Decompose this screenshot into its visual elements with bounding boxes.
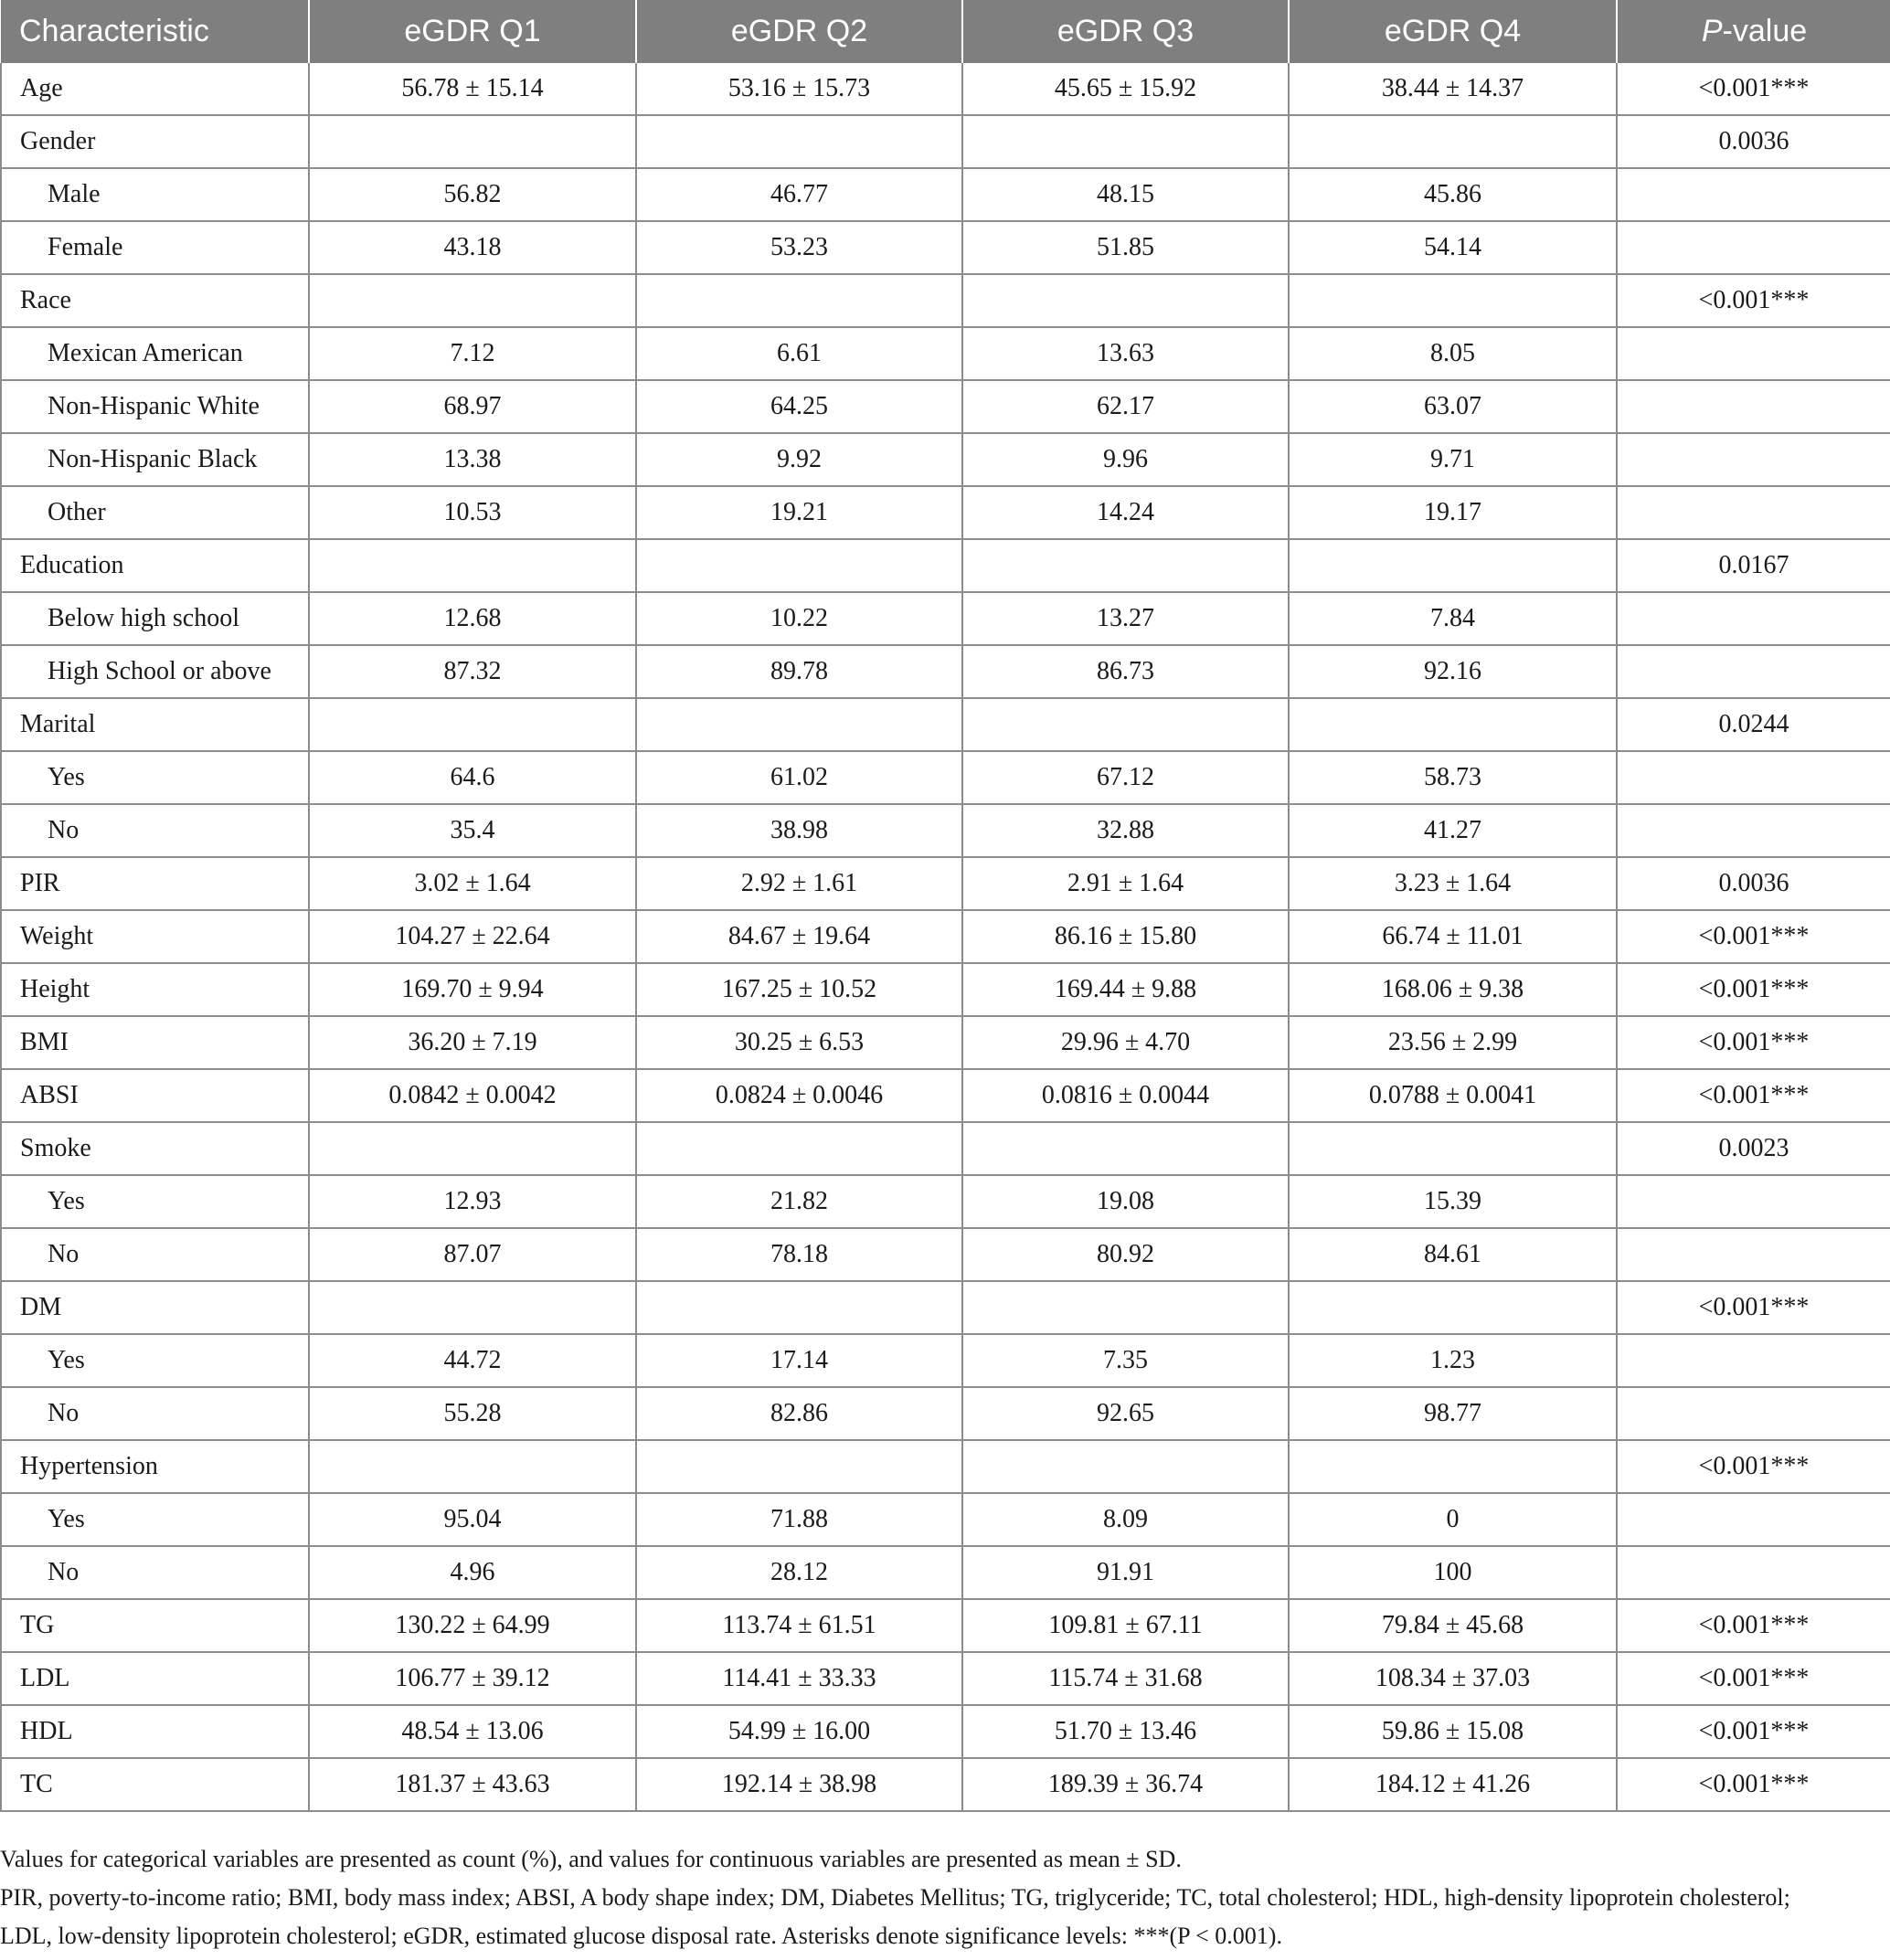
cell-egdr-q2: 167.25 ± 10.52 [636, 963, 962, 1016]
cell-egdr-q4: 19.17 [1289, 486, 1617, 539]
cell-egdr-q2 [636, 1281, 962, 1334]
cell-p-value [1617, 486, 1890, 539]
cell-egdr-q4: 0 [1289, 1493, 1617, 1546]
cell-egdr-q3 [962, 115, 1289, 168]
table-row [1, 1122, 1890, 1175]
header-egdr-q3: eGDR Q3 [962, 0, 1289, 63]
row-label: Smoke [1, 1122, 309, 1175]
cell-egdr-q3 [962, 1122, 1289, 1175]
cell-p-value [1617, 1546, 1890, 1599]
table-row [1, 910, 1890, 963]
row-label: DM [1, 1281, 309, 1334]
table-row [1, 1069, 1890, 1122]
row-label: Race [1, 274, 309, 327]
table-row [1, 1281, 1890, 1334]
table-row [1, 1175, 1890, 1228]
cell-p-value [1617, 1228, 1890, 1281]
cell-egdr-q2: 38.98 [636, 804, 962, 857]
cell-egdr-q1: 12.68 [309, 592, 636, 645]
cell-egdr-q4: 38.44 ± 14.37 [1289, 63, 1617, 115]
row-label: Female [1, 221, 309, 274]
header-p-value [1617, 0, 1890, 63]
row-label: TC [1, 1758, 309, 1811]
cell-egdr-q2: 53.23 [636, 221, 962, 274]
cell-egdr-q2: 6.61 [636, 327, 962, 380]
cell-egdr-q1 [309, 1281, 636, 1334]
row-label: Age [1, 63, 309, 115]
cell-egdr-q3: 86.73 [962, 645, 1289, 698]
row-label: PIR [1, 857, 309, 910]
table-row [1, 168, 1890, 221]
cell-egdr-q3: 45.65 ± 15.92 [962, 63, 1289, 115]
table-row [1, 1493, 1890, 1546]
cell-egdr-q4 [1289, 1281, 1617, 1334]
cell-egdr-q4: 58.73 [1289, 751, 1617, 804]
cell-egdr-q4 [1289, 274, 1617, 327]
cell-egdr-q2: 9.92 [636, 433, 962, 486]
row-label: Height [1, 963, 309, 1016]
table-row [1, 1387, 1890, 1440]
cell-egdr-q3: 29.96 ± 4.70 [962, 1016, 1289, 1069]
cell-egdr-q3: 0.0816 ± 0.0044 [962, 1069, 1289, 1122]
footnote-2: PIR, poverty-to-income ratio; BMI, body mass index; ABSI, A body shape index; DM, Diabetes Mellitus; TG, triglyceride; TC, total cholesterol; HDL, high-density lipoprotein cholesterol; [0, 1884, 1790, 1911]
cell-egdr-q1: 56.78 ± 15.14 [309, 63, 636, 115]
row-label: Marital [1, 698, 309, 751]
cell-egdr-q4: 41.27 [1289, 804, 1617, 857]
cell-egdr-q1 [309, 698, 636, 751]
cell-egdr-q1: 56.82 [309, 168, 636, 221]
cell-egdr-q1: 64.6 [309, 751, 636, 804]
row-label: TG [1, 1599, 309, 1652]
row-label: Yes [1, 751, 309, 804]
cell-egdr-q2: 89.78 [636, 645, 962, 698]
cell-egdr-q1: 55.28 [309, 1387, 636, 1440]
row-label: No [1, 1546, 309, 1599]
cell-egdr-q4: 23.56 ± 2.99 [1289, 1016, 1617, 1069]
cell-p-value [1617, 168, 1890, 221]
cell-p-value: 0.0167 [1617, 539, 1890, 592]
table-body [1, 63, 1890, 1811]
table-row [1, 963, 1890, 1016]
cell-egdr-q4: 59.86 ± 15.08 [1289, 1705, 1617, 1758]
cell-egdr-q2 [636, 1122, 962, 1175]
cell-egdr-q1: 130.22 ± 64.99 [309, 1599, 636, 1652]
cell-egdr-q3: 7.35 [962, 1334, 1289, 1387]
cell-p-value [1617, 751, 1890, 804]
cell-egdr-q3 [962, 698, 1289, 751]
cell-egdr-q3: 8.09 [962, 1493, 1289, 1546]
cell-egdr-q3 [962, 274, 1289, 327]
cell-egdr-q1: 169.70 ± 9.94 [309, 963, 636, 1016]
cell-egdr-q1 [309, 274, 636, 327]
cell-egdr-q4: 0.0788 ± 0.0041 [1289, 1069, 1617, 1122]
cell-egdr-q1: 104.27 ± 22.64 [309, 910, 636, 963]
row-label: ABSI [1, 1069, 309, 1122]
table-row [1, 1546, 1890, 1599]
cell-egdr-q4: 168.06 ± 9.38 [1289, 963, 1617, 1016]
cell-egdr-q1: 36.20 ± 7.19 [309, 1016, 636, 1069]
table-row [1, 539, 1890, 592]
row-label: No [1, 804, 309, 857]
cell-egdr-q1: 0.0842 ± 0.0042 [309, 1069, 636, 1122]
cell-p-value: <0.001*** [1617, 63, 1890, 115]
cell-egdr-q3: 92.65 [962, 1387, 1289, 1440]
row-label: High School or above [1, 645, 309, 698]
table-row [1, 1652, 1890, 1705]
header-egdr-q2: eGDR Q2 [636, 0, 962, 63]
cell-egdr-q3: 19.08 [962, 1175, 1289, 1228]
cell-egdr-q2: 0.0824 ± 0.0046 [636, 1069, 962, 1122]
cell-egdr-q3: 13.27 [962, 592, 1289, 645]
cell-p-value: <0.001*** [1617, 1440, 1890, 1493]
row-label: LDL [1, 1652, 309, 1705]
cell-egdr-q2: 114.41 ± 33.33 [636, 1652, 962, 1705]
cell-p-value: <0.001*** [1617, 1069, 1890, 1122]
cell-egdr-q2: 113.74 ± 61.51 [636, 1599, 962, 1652]
table-row [1, 1228, 1890, 1281]
cell-egdr-q4: 100 [1289, 1546, 1617, 1599]
table-row [1, 486, 1890, 539]
cell-p-value [1617, 327, 1890, 380]
cell-p-value: <0.001*** [1617, 1281, 1890, 1334]
row-label: Male [1, 168, 309, 221]
cell-egdr-q4: 54.14 [1289, 221, 1617, 274]
table-row [1, 274, 1890, 327]
table-row [1, 857, 1890, 910]
table-footnotes [0, 1840, 1890, 1955]
cell-p-value [1617, 433, 1890, 486]
cell-egdr-q1 [309, 115, 636, 168]
cell-p-value: <0.001*** [1617, 1016, 1890, 1069]
cell-p-value: 0.0036 [1617, 115, 1890, 168]
row-label: Non-Hispanic Black [1, 433, 309, 486]
cell-egdr-q2 [636, 1440, 962, 1493]
cell-egdr-q1 [309, 539, 636, 592]
cell-p-value: <0.001*** [1617, 274, 1890, 327]
cell-egdr-q4: 108.34 ± 37.03 [1289, 1652, 1617, 1705]
cell-egdr-q3: 62.17 [962, 380, 1289, 433]
cell-p-value [1617, 380, 1890, 433]
cell-egdr-q1: 87.32 [309, 645, 636, 698]
cell-egdr-q2: 54.99 ± 16.00 [636, 1705, 962, 1758]
footnote-3: LDL, low-density lipoprotein cholesterol; eGDR, estimated glucose disposal rate. Asterisks denote significance levels: ***(P < 0.001). [0, 1923, 1282, 1949]
row-label: Weight [1, 910, 309, 963]
cell-egdr-q4: 92.16 [1289, 645, 1617, 698]
table-row [1, 327, 1890, 380]
cell-p-value [1617, 1493, 1890, 1546]
cell-p-value [1617, 221, 1890, 274]
cell-egdr-q2: 2.92 ± 1.61 [636, 857, 962, 910]
table-row [1, 1440, 1890, 1493]
table-row [1, 751, 1890, 804]
cell-egdr-q3 [962, 1440, 1289, 1493]
cell-egdr-q4: 84.61 [1289, 1228, 1617, 1281]
cell-egdr-q2: 82.86 [636, 1387, 962, 1440]
table-header-row [1, 0, 1890, 63]
cell-egdr-q2: 192.14 ± 38.98 [636, 1758, 962, 1811]
row-label: Other [1, 486, 309, 539]
cell-p-value: 0.0036 [1617, 857, 1890, 910]
cell-egdr-q3: 169.44 ± 9.88 [962, 963, 1289, 1016]
table-row [1, 1016, 1890, 1069]
table-row [1, 804, 1890, 857]
cell-egdr-q4: 1.23 [1289, 1334, 1617, 1387]
cell-egdr-q2 [636, 274, 962, 327]
cell-egdr-q4: 7.84 [1289, 592, 1617, 645]
cell-egdr-q1: 68.97 [309, 380, 636, 433]
table-row [1, 1334, 1890, 1387]
cell-p-value: 0.0244 [1617, 698, 1890, 751]
cell-egdr-q1: 12.93 [309, 1175, 636, 1228]
table-row [1, 1705, 1890, 1758]
cell-p-value [1617, 1387, 1890, 1440]
cell-egdr-q1: 43.18 [309, 221, 636, 274]
cell-egdr-q4: 66.74 ± 11.01 [1289, 910, 1617, 963]
cell-egdr-q2: 64.25 [636, 380, 962, 433]
cell-egdr-q3: 51.70 ± 13.46 [962, 1705, 1289, 1758]
cell-egdr-q3: 67.12 [962, 751, 1289, 804]
cell-p-value [1617, 592, 1890, 645]
cell-p-value [1617, 1175, 1890, 1228]
cell-egdr-q2: 78.18 [636, 1228, 962, 1281]
cell-egdr-q2 [636, 539, 962, 592]
cell-egdr-q2: 21.82 [636, 1175, 962, 1228]
cell-egdr-q1: 181.37 ± 43.63 [309, 1758, 636, 1811]
cell-egdr-q1: 35.4 [309, 804, 636, 857]
cell-egdr-q4: 3.23 ± 1.64 [1289, 857, 1617, 910]
table-row [1, 115, 1890, 168]
cell-egdr-q2: 61.02 [636, 751, 962, 804]
cell-egdr-q3: 9.96 [962, 433, 1289, 486]
cell-egdr-q2 [636, 698, 962, 751]
cell-egdr-q4 [1289, 1440, 1617, 1493]
cell-egdr-q2 [636, 115, 962, 168]
row-label: Non-Hispanic White [1, 380, 309, 433]
cell-p-value: <0.001*** [1617, 1599, 1890, 1652]
cell-egdr-q3: 80.92 [962, 1228, 1289, 1281]
cell-p-value: <0.001*** [1617, 1705, 1890, 1758]
cell-egdr-q1: 87.07 [309, 1228, 636, 1281]
cell-egdr-q3: 48.15 [962, 168, 1289, 221]
row-label: BMI [1, 1016, 309, 1069]
cell-p-value: <0.001*** [1617, 1758, 1890, 1811]
row-label: Education [1, 539, 309, 592]
cell-egdr-q3: 32.88 [962, 804, 1289, 857]
row-label: Yes [1, 1334, 309, 1387]
cell-egdr-q2: 71.88 [636, 1493, 962, 1546]
cell-p-value [1617, 645, 1890, 698]
cell-egdr-q4 [1289, 1122, 1617, 1175]
row-label: Mexican American [1, 327, 309, 380]
row-label: Yes [1, 1175, 309, 1228]
cell-p-value: <0.001*** [1617, 963, 1890, 1016]
cell-egdr-q4: 184.12 ± 41.26 [1289, 1758, 1617, 1811]
cell-egdr-q3: 13.63 [962, 327, 1289, 380]
cell-egdr-q2: 28.12 [636, 1546, 962, 1599]
header-egdr-q4: eGDR Q4 [1289, 0, 1617, 63]
header-egdr-q1: eGDR Q1 [309, 0, 636, 63]
cell-egdr-q1 [309, 1122, 636, 1175]
table-row [1, 592, 1890, 645]
cell-egdr-q4: 45.86 [1289, 168, 1617, 221]
cell-egdr-q4: 9.71 [1289, 433, 1617, 486]
table-row [1, 221, 1890, 274]
table-row [1, 433, 1890, 486]
cell-egdr-q1: 3.02 ± 1.64 [309, 857, 636, 910]
cell-egdr-q4 [1289, 115, 1617, 168]
table-row [1, 380, 1890, 433]
cell-egdr-q2: 84.67 ± 19.64 [636, 910, 962, 963]
cell-egdr-q3: 86.16 ± 15.80 [962, 910, 1289, 963]
cell-egdr-q3 [962, 539, 1289, 592]
row-label: Below high school [1, 592, 309, 645]
cell-egdr-q1: 7.12 [309, 327, 636, 380]
table-row [1, 63, 1890, 115]
table-row [1, 698, 1890, 751]
cell-egdr-q3: 2.91 ± 1.64 [962, 857, 1289, 910]
table-row [1, 1599, 1890, 1652]
cell-egdr-q3: 115.74 ± 31.68 [962, 1652, 1289, 1705]
cell-egdr-q2: 10.22 [636, 592, 962, 645]
cell-egdr-q4: 98.77 [1289, 1387, 1617, 1440]
cell-egdr-q2: 46.77 [636, 168, 962, 221]
row-label: No [1, 1387, 309, 1440]
cell-egdr-q4 [1289, 539, 1617, 592]
cell-p-value [1617, 1334, 1890, 1387]
cell-egdr-q1: 13.38 [309, 433, 636, 486]
cell-egdr-q3: 14.24 [962, 486, 1289, 539]
cell-egdr-q3: 51.85 [962, 221, 1289, 274]
header-p-rest: -value [1722, 14, 1808, 48]
cell-egdr-q3: 189.39 ± 36.74 [962, 1758, 1289, 1811]
cell-egdr-q4: 8.05 [1289, 327, 1617, 380]
cell-p-value: 0.0023 [1617, 1122, 1890, 1175]
cell-egdr-q2: 19.21 [636, 486, 962, 539]
cell-egdr-q2: 17.14 [636, 1334, 962, 1387]
table-row [1, 1758, 1890, 1811]
cell-egdr-q3: 91.91 [962, 1546, 1289, 1599]
cell-egdr-q3 [962, 1281, 1289, 1334]
cell-egdr-q2: 30.25 ± 6.53 [636, 1016, 962, 1069]
row-label: HDL [1, 1705, 309, 1758]
row-label: Gender [1, 115, 309, 168]
cell-egdr-q4 [1289, 698, 1617, 751]
cell-egdr-q1: 95.04 [309, 1493, 636, 1546]
cell-egdr-q3: 109.81 ± 67.11 [962, 1599, 1289, 1652]
header-p-italic: P [1701, 14, 1723, 48]
row-label: Hypertension [1, 1440, 309, 1493]
cell-egdr-q1: 106.77 ± 39.12 [309, 1652, 636, 1705]
cell-p-value: <0.001*** [1617, 1652, 1890, 1705]
cell-egdr-q2: 53.16 ± 15.73 [636, 63, 962, 115]
cell-egdr-q4: 63.07 [1289, 380, 1617, 433]
row-label: No [1, 1228, 309, 1281]
cell-egdr-q1 [309, 1440, 636, 1493]
table-row [1, 645, 1890, 698]
cell-egdr-q1: 48.54 ± 13.06 [309, 1705, 636, 1758]
cell-egdr-q1: 44.72 [309, 1334, 636, 1387]
row-label: Yes [1, 1493, 309, 1546]
cell-egdr-q4: 79.84 ± 45.68 [1289, 1599, 1617, 1652]
cell-p-value: <0.001*** [1617, 910, 1890, 963]
cell-egdr-q1: 4.96 [309, 1546, 636, 1599]
header-characteristic: Characteristic [1, 0, 309, 63]
cell-p-value [1617, 804, 1890, 857]
cell-egdr-q1: 10.53 [309, 486, 636, 539]
footnote-1: Values for categorical variables are presented as count (%), and values for continuous variables are presented as mean ± SD. [0, 1846, 1182, 1872]
cell-egdr-q4: 15.39 [1289, 1175, 1617, 1228]
